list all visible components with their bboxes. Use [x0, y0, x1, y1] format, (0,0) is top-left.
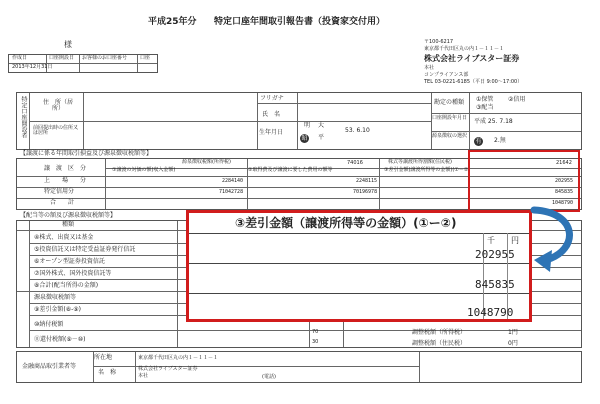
issuer-phone: TEL 03-0221-6185（平日 9:00～17:00） — [424, 79, 523, 85]
row-label-total: 合 計 — [50, 199, 75, 206]
account-kind-label: 勘定の種類 — [434, 99, 465, 106]
small-unit-1: 70 — [312, 329, 319, 335]
local-col-label: 株式等譲渡所得割額(住民税) — [388, 159, 452, 165]
institution-label: 金融商品取引業者等 — [22, 363, 77, 370]
adj-local-val: 0円 — [508, 340, 518, 347]
birth-label: 生年月日 — [259, 129, 284, 136]
location-value: 東京都千代田区丸の内１－１１－１ — [138, 355, 219, 361]
adj-tax-label: 調整税額（所得税） — [412, 329, 467, 336]
callout-unit-en: 円 — [511, 236, 519, 245]
row-label-listed: 上 場 分 — [44, 177, 87, 184]
issuer-dept: 本社 — [424, 65, 435, 71]
s2-row-9: ⑨差引金額(⑧-⑨) — [34, 306, 81, 313]
total-v3: 1048790 — [552, 200, 574, 206]
account-kind-3: ③配当 — [476, 104, 494, 111]
h3-label: ③差引金額(譲渡所得等の金額)(①－②) — [384, 167, 471, 173]
addressee-suffix: 様 — [64, 40, 72, 49]
callout-unit-sen: 千 — [487, 236, 495, 245]
account-kind-2: ②信用 — [508, 96, 526, 103]
birth-era-showa-circled: 昭 — [301, 135, 308, 142]
local-val: 21642 — [556, 160, 572, 166]
s2-row-6: ⑥オープン型証券投資信託 — [34, 258, 105, 265]
birth-era-meiji: 明 — [304, 122, 311, 129]
page-title: 特定口座年間取引報告書（投資家交付用） — [214, 17, 386, 27]
row-label-margin: 特定信用分 — [44, 188, 75, 195]
id-col-kouza: 口座 — [140, 55, 151, 61]
row-label-header: 譲 渡 区 分 — [44, 165, 87, 172]
open-date: 平成 25. 7.18 — [474, 118, 513, 125]
person-side-label: 特定口座開設者 — [20, 96, 27, 138]
kind-header: 種類 — [62, 221, 75, 228]
margin-v1: 71042728 — [219, 189, 244, 195]
name-value-footer: 株式会社ライブスター証券 — [138, 366, 198, 372]
s2-row-4: ④株式、出資又は基金 — [34, 234, 94, 241]
issuer-dept2: コンプライアンス部 — [424, 72, 469, 78]
h1-label: ①譲渡の対価の額(収入金額) — [112, 167, 176, 173]
small-unit-2: 30 — [312, 339, 319, 345]
issuer-company: 株式会社ライブスター証券 — [424, 54, 520, 63]
callout-panel — [186, 210, 532, 322]
margin-v2: 70196978 — [353, 189, 378, 195]
issuer-address: 東京都千代田区丸の内１－１１－１ — [424, 46, 505, 52]
withholding-circled: 有 — [475, 138, 482, 145]
section1-title: 【譲渡に係る年間取引損益及び源泉徴収税額等】 — [20, 150, 153, 157]
h2-label: ②取得費及び譲渡に要した費用の額等 — [248, 167, 333, 173]
margin-v3: 845835 — [555, 189, 574, 195]
callout-v2: 845835 — [475, 278, 515, 291]
s2-row-10: ⑩納付税額 — [34, 321, 64, 328]
furigana-label: フリガナ — [260, 95, 284, 102]
address-label: 住 所（居 所） — [42, 99, 80, 112]
birth-date: 53. 6.10 — [345, 127, 370, 134]
callout-v1: 202955 — [475, 248, 515, 261]
section2-title: 【配当等の額及び源泉徴収税額等】 — [20, 212, 117, 219]
birth-era-taisho: 大 — [318, 122, 325, 129]
s2-row-11: ⑪還付税額(⑨－⑩) — [34, 336, 86, 343]
phone-label-footer: (電話) — [262, 374, 276, 380]
curved-arrow-icon — [520, 198, 580, 278]
title-year: 平成25年分 — [148, 17, 197, 27]
tax-col-label: 源泉徴収税額(所得税) — [182, 159, 231, 165]
tax-val: 74016 — [347, 160, 363, 166]
created-date: 2013年12月31日 — [12, 64, 53, 70]
gender: 平 — [318, 134, 325, 141]
location-label: 所在地 — [94, 354, 113, 361]
name-label-footer: 名 称 — [98, 369, 117, 376]
s2-row-5: ⑤投資信託又は特定受益証券発行信託 — [34, 246, 136, 253]
adj-local-label: 調整税額（住民税） — [412, 340, 467, 347]
s2-row-7: ⑦国外株式、国外投資信託等 — [34, 270, 112, 277]
listed-v1: 2284140 — [222, 178, 244, 184]
id-col-opened: 口座開設日 — [49, 55, 75, 61]
withholding-no: 2.無 — [494, 137, 506, 144]
callout-v3: 1048790 — [467, 306, 514, 319]
id-table — [8, 54, 158, 73]
account-kind-1: ①保管 — [476, 96, 494, 103]
listed-v3: 202955 — [555, 178, 574, 184]
id-col-created: 作成日 — [12, 55, 28, 61]
prev-address-label: 前回提出時の住所又は居所 — [33, 125, 79, 136]
name-sub-footer: 本社 — [138, 373, 149, 379]
open-date-label: 口座開設年月日 — [432, 115, 468, 121]
callout-title: ③差引金額（譲渡所得等の金額）(①ー②) — [235, 216, 457, 230]
issuer-postal: 〒100-6217 — [424, 39, 454, 45]
name-label: 氏 名 — [262, 111, 281, 118]
id-col-account: お客様のお口座番号 — [82, 55, 128, 61]
withholding-label: 源泉徴収の選択 — [432, 133, 468, 139]
s2-row-8: ⑧合計(配当所得の金額) — [34, 282, 99, 289]
adj-tax-val: 1円 — [508, 329, 518, 336]
listed-v2: 2248115 — [356, 178, 378, 184]
s2-row-tax: 源泉徴収税額等 — [34, 294, 77, 301]
